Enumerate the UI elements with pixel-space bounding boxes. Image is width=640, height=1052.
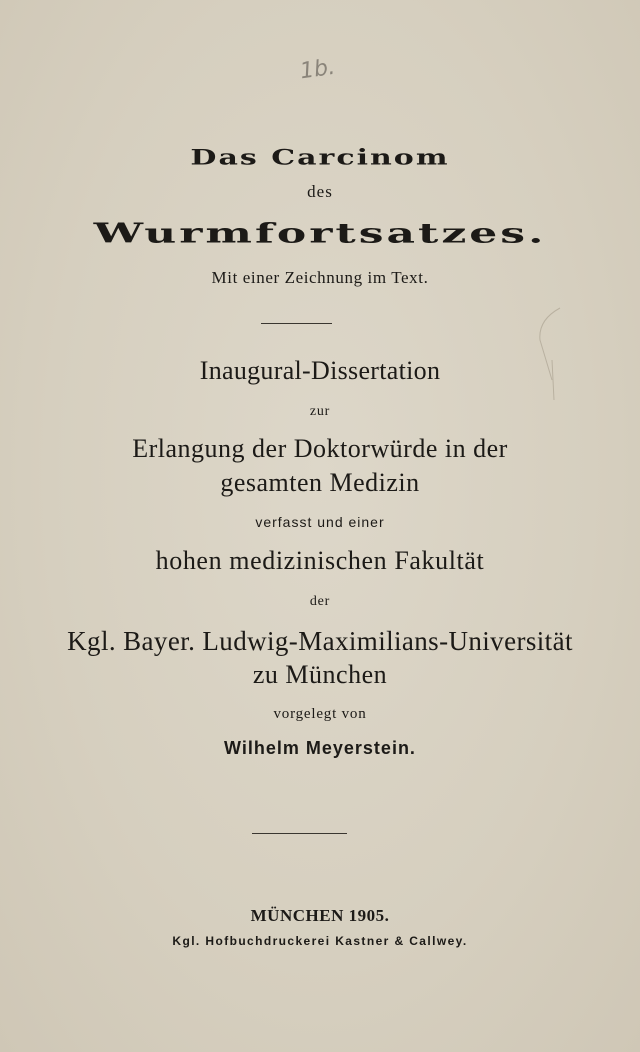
title-line-2: Wurmfortsatzes.	[93, 217, 547, 250]
title-connector: des	[307, 182, 333, 201]
dissertation-heading: Inaugural-Dissertation	[199, 356, 441, 385]
title-line-1: Das Carcinom	[190, 144, 450, 171]
university-city: zu München	[252, 660, 388, 689]
subtitle: Mit einer Zeichnung im Text.	[211, 268, 429, 287]
gesamten-text: gesamten Medizin	[220, 468, 420, 497]
der-text: der	[309, 594, 331, 609]
fakultaet-text: hohen medizinischen Fakultät	[155, 546, 485, 575]
erlangung-text: Erlangung der Doktorwürde in der	[132, 434, 508, 463]
divider-rule-top	[261, 323, 332, 324]
pencil-annotation: 1b.	[298, 54, 337, 85]
imprint-place-year: MÜNCHEN 1905.	[250, 906, 390, 925]
author-name: Wilhelm Meyerstein.	[224, 738, 416, 758]
zur-text: zur	[309, 404, 331, 419]
verfasst-text: verfasst und einer	[255, 514, 385, 530]
divider-rule-bottom	[252, 833, 347, 834]
paper-fold-mark	[530, 300, 570, 410]
vorgelegt-text: vorgelegt von	[273, 706, 367, 722]
imprint-printer: Kgl. Hofbuchdruckerei Kastner & Callwey.	[172, 934, 468, 948]
university-name: Kgl. Bayer. Ludwig-Maximilians-Universität	[67, 626, 573, 656]
